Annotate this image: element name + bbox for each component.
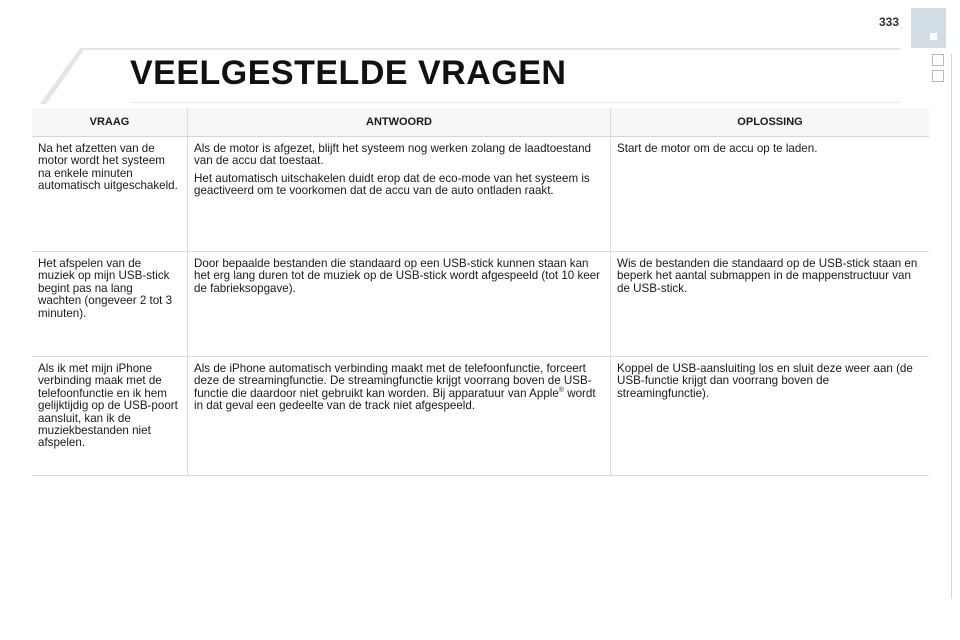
answer-paragraph: Als de motor is afgezet, blijft het systeem nog werken zolang de laadtoestand van de accu dat toestaat. [194,142,591,168]
nav-square-2 [932,70,944,82]
question-cell: Als ik met mijn iPhone verbinding maak met de telefoonfunctie en ik hem gelijktijdig op de USB-poort aansluit, kan ik de muziekbestanden niet afspelen. [32,357,188,476]
table-header-row [32,108,929,137]
nav-square-1 [932,54,944,66]
answer-paragraph [194,363,602,413]
solution-cell: Koppel de USB-aansluiting los en sluit deze weer aan (de USB-functie krijgt dan voorrang boven de streamingfunctie). [611,357,930,476]
solution-cell: Start de motor om de accu op te laden. [611,137,930,252]
page-number: 333 [878,15,899,29]
faq-table [32,108,929,476]
table-row [32,252,929,357]
registered-mark: ® [558,386,564,394]
solution-cell: Wis de bestanden die standaard op de USB-stick staan en beperk het aantal submappen in de mappenstructuur van de USB-stick. [611,252,930,357]
header-answer: ANTWOORD [188,108,611,137]
question-cell: Het afspelen van de muziek op mijn USB-stick begint pas na lang wachten (ongeveer 2 tot 3 minuten). [32,252,188,357]
answer-paragraph: Door bepaalde bestanden die standaard op een USB-stick kunnen staan kan het erg lang duren tot de muziek op de USB-stick wordt afgespeeld (tot 10 keer de fabrieksopgave). [194,257,601,295]
question-cell: Na het afzetten van de motor wordt het systeem na enkele minuten automatisch uitgeschakeld. [32,137,188,252]
answer-cell [188,357,611,476]
table-row [32,357,929,476]
answer-text: Als de iPhone automatisch verbinding maakt met de telefoonfunctie, forceert deze de streamingfunctie. De streamingfunctie krijgt voorrang boven de USB-functie die daardoor niet gebruikt kan worden. Bij apparatuur van Apple [194,362,592,400]
header-solution: OPLOSSING [611,108,930,137]
answer-paragraph: Het automatisch uitschakelen duidt erop dat de eco-mode van het systeem is geactiveerd om te voorkomen dat de accu van de auto ontladen raakt. [194,171,590,198]
answer-cell [188,137,611,252]
answer-cell [188,252,611,357]
corner-tab [911,8,946,48]
page-title: VEELGESTELDE VRAGEN [130,54,567,92]
margin-rule [951,54,952,599]
answer-text: wordt in dat geval een gedeelte van de track niet afgespeeld. [194,386,596,413]
table-row [32,137,929,252]
corner-mark [930,33,937,40]
header-question: VRAAG [32,108,188,137]
